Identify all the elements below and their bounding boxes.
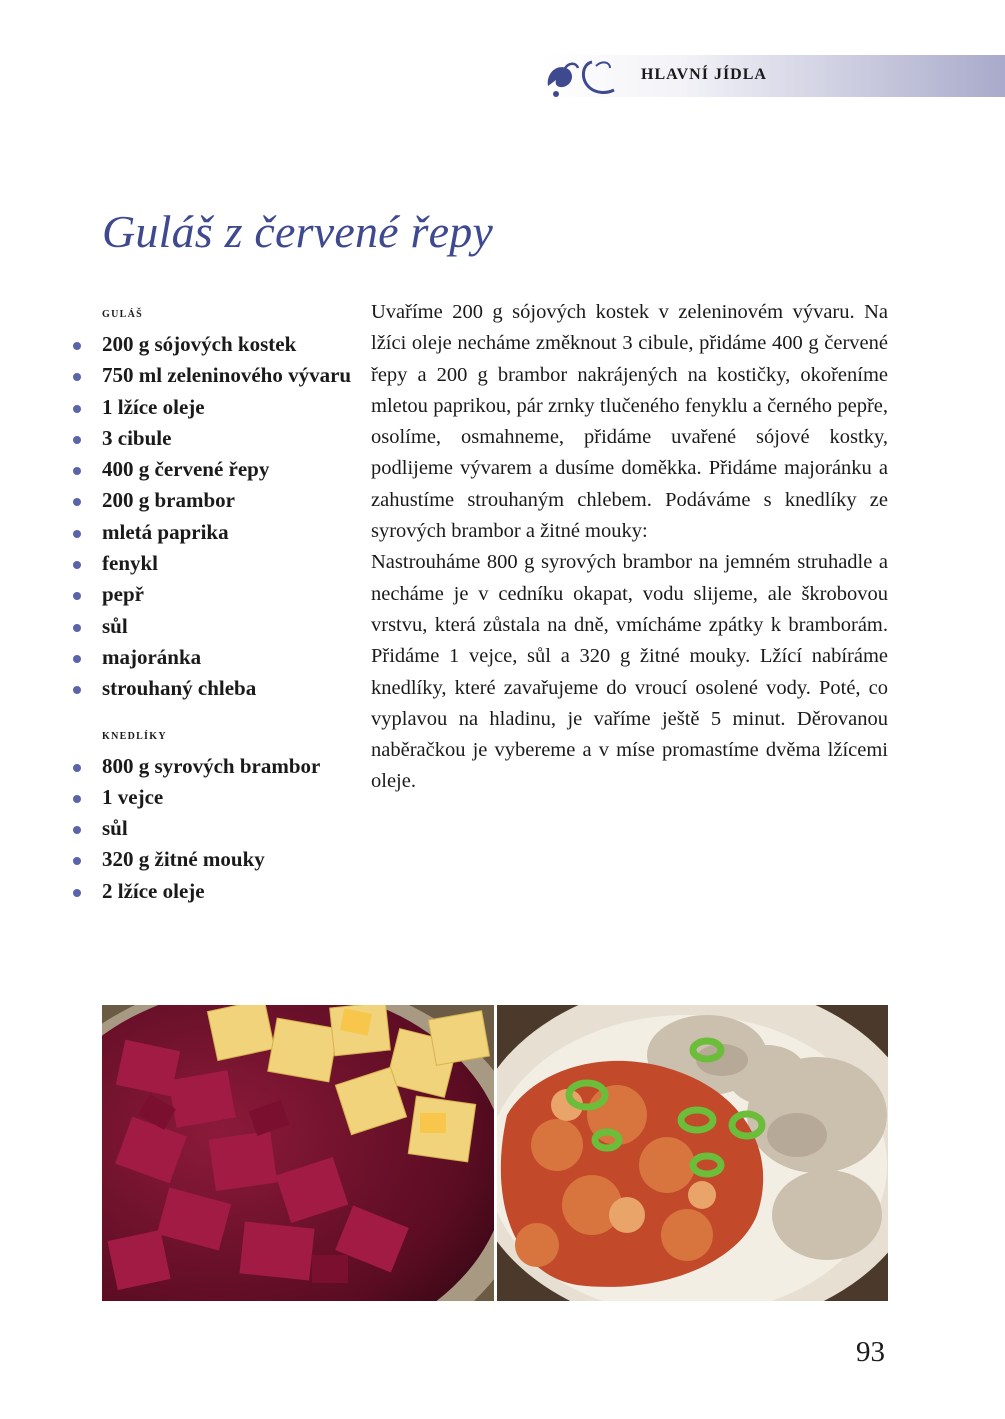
ingredient-text: sůl [102,613,128,638]
floral-ornament-icon [544,56,622,100]
diced-beetroot-and-potato-photo [102,1005,494,1301]
ingredient-item [70,751,360,782]
ingredient-item [70,642,360,673]
bullet-icon [73,686,81,694]
ingredient-text: pepř [102,582,144,607]
bullet-icon [73,405,81,413]
ingredient-text: 800 g syrových brambor [102,753,321,778]
ingredient-item [70,548,360,579]
ingredient-text: 200 g brambor [102,488,235,513]
bullet-icon [73,795,81,803]
ingredient-text: 750 ml zeleninového vývaru [102,363,352,388]
ingredient-text: 200 g sójových kostek [102,332,297,356]
ingredient-text: 1 vejce [102,784,164,809]
bullet-icon [73,764,81,772]
ingredient-item [70,454,360,485]
page-number: 93 [856,1336,885,1368]
ingredient-text: strouhaný chleba [102,676,257,701]
ingredient-text: majoránka [102,644,202,669]
ingredient-group-knedliky [70,721,360,907]
section-label: HLAVNÍ JÍDLA [641,66,767,83]
ingredient-group-gulas [70,299,360,705]
ingredient-text: 2 lžíce oleje [102,878,205,903]
bullet-icon [73,498,81,506]
method-paragraph: Nastrouháme 800 g syrových brambor na jemném struhadle a necháme je v cedníku okapat, vodu slijeme, ale škrobovou vrstvu, která zůstala na dně, vmícháme zpátky k bramborám. Přidáme 1 vejce, sůl a 320 g žitné mouky. Lžící nabíráme knedlíky, které zavařujeme do vroucí osolené vody. Poté, co vyplavou na hladinu, je vaříme ještě 5 minut. Děrovanou naběračkou je vybereme a v míse promastíme dvěma lžícemi oleje. [371,551,888,793]
bullet-icon [73,857,81,865]
ingredient-item [70,485,360,516]
bullet-icon [73,624,81,632]
ingredient-item [70,844,360,875]
ingredient-item [70,392,360,423]
bullet-icon [73,467,81,475]
ingredient-item [70,782,360,813]
bullet-icon [73,826,81,834]
bullet-icon [73,655,81,663]
ingredient-text: fenykl [102,551,159,576]
ingredient-text: 400 g červené řepy [102,457,270,482]
ingredient-item [70,579,360,610]
ingredient-item [70,517,360,548]
ingredient-item [70,611,360,642]
goulash-with-dumplings-photo [497,1005,888,1301]
ingredient-group-label: knedlíky [102,726,167,743]
ingredient-item [70,813,360,844]
ingredients-list [70,299,360,907]
bullet-icon [73,342,81,350]
bullet-icon [73,889,81,897]
ingredient-text: sůl [102,816,128,841]
method-paragraph: Uvaříme 200 g sójových kostek v zeleninovém vývaru. Na lžíci oleje necháme změknout 3 cibule, přidáme 400 g červené řepy a 200 g brambor nakrájených na kostičky, okořeníme mletou paprikou, pár zrnky tlučeného fenyklu a černého pepře, osolíme, osmahneme, přidáme uvařené sójové kostky, podlijeme vývarem a dusíme doměkka. Přidáme majoránku a zahustíme strouhaným chlebem. Podáváme s knedlíky ze syrových brambor a žitné mouky: [371,301,888,543]
bullet-icon [73,561,81,569]
ingredient-item [70,329,360,360]
ingredient-text: 320 g žitné mouky [102,847,265,872]
bullet-icon [73,592,81,600]
ingredient-items [70,329,360,705]
ingredient-text: 1 lžíce oleje [102,394,205,419]
ingredient-item [70,876,360,907]
recipe-title: Guláš z červené řepy [102,206,494,257]
ingredient-group-label: guláš [102,305,143,321]
bullet-icon [73,373,81,381]
ingredient-item [70,360,360,391]
ingredient-item [70,673,360,704]
ingredient-text: 3 cibule [102,425,172,450]
ingredient-text: mletá paprika [102,519,229,544]
bullet-icon [73,530,81,538]
ingredient-items [70,751,360,907]
ingredient-item [70,423,360,454]
bullet-icon [73,436,81,444]
method-text [371,297,888,798]
